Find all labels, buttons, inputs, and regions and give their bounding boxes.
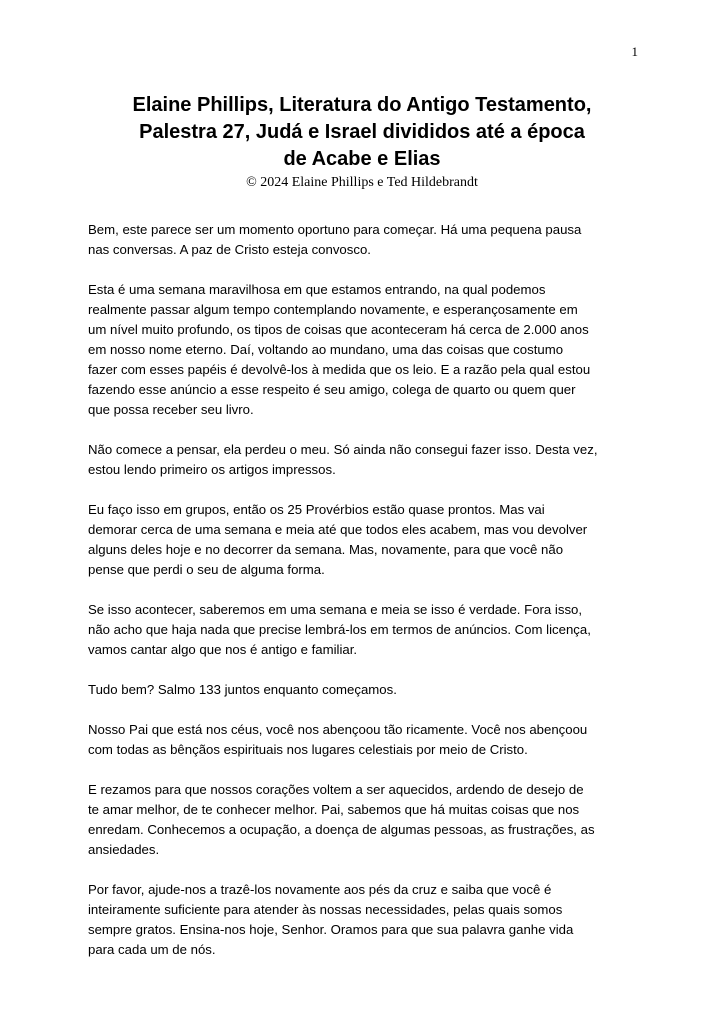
text-line: estou lendo primeiro os artigos impressos.: [88, 462, 336, 477]
copyright-notice: © 2024 Elaine Phillips e Ted Hildebrandt: [246, 175, 478, 190]
text-line: fazer com esses papéis é devolvê-los à medida que os leio. E a razão pela qual estou: [88, 362, 591, 377]
paragraph: [88, 280, 648, 420]
text-line: sempre gratos. Ensina-nos hoje, Senhor. Oramos para que sua palavra ganhe vida: [88, 922, 574, 937]
document-title: [60, 92, 664, 192]
document-body: [88, 220, 648, 980]
text-line: Bem, este parece ser um momento oportuno para começar. Há uma pequena pausa: [88, 222, 582, 237]
text-line: nas conversas. A paz de Cristo esteja convosco.: [88, 242, 371, 257]
paragraph: [88, 600, 648, 660]
text-line: em nosso nome eterno. Daí, voltando ao mundano, uma das coisas que costumo: [88, 342, 564, 357]
text-line: realmente passar algum tempo contemplando novamente, e esperançosamente em: [88, 302, 578, 317]
text-line: te amar melhor, de te conhecer melhor. Pai, sabemos que há muitas coisas que nos: [88, 802, 580, 817]
text-line: Se isso acontecer, saberemos em uma semana e meia se isso é verdade. Fora isso,: [88, 602, 583, 617]
text-line: demorar cerca de uma semana e meia até que todos eles acabem, mas vou devolver: [88, 522, 588, 537]
text-line: não acho que haja nada que precise lembrá-los em termos de anúncios. Com licença,: [88, 622, 591, 637]
text-line: enredam. Conhecemos a ocupação, a doença de algumas pessoas, as frustrações, as: [88, 822, 595, 837]
text-line: fazendo esse anúncio a esse respeito é seu amigo, colega de quarto ou quem quer: [88, 382, 576, 397]
title-line: Palestra 27, Judá e Israel divididos até a época: [139, 121, 585, 143]
text-line: Tudo bem? Salmo 133 juntos enquanto começamos.: [88, 682, 397, 697]
page-number: 1: [631, 44, 638, 59]
paragraph: [88, 680, 648, 700]
paragraph: [88, 220, 648, 260]
text-line: pense que perdi o seu de alguma forma.: [88, 562, 325, 577]
text-line: vamos cantar algo que nos é antigo e familiar.: [88, 642, 358, 657]
text-line: inteiramente suficiente para atender às nossas necessidades, pelas quais somos: [88, 902, 563, 917]
paragraph: [88, 500, 648, 580]
text-line: alguns deles hoje e no decorrer da semana. Mas, novamente, para que você não: [88, 542, 564, 557]
text-line: Nosso Pai que está nos céus, você nos abençoou tão ricamente. Você nos abençoou: [88, 722, 588, 737]
text-line: ansiedades.: [88, 842, 160, 857]
text-line: Esta é uma semana maravilhosa em que estamos entrando, na qual podemos: [88, 282, 546, 297]
text-line: Não comece a pensar, ela perdeu o meu. Só ainda não consegui fazer isso. Desta vez,: [88, 442, 598, 457]
text-line: E rezamos para que nossos corações voltem a ser aquecidos, ardendo de desejo de: [88, 782, 584, 797]
text-line: um nível muito profundo, os tipos de coisas que aconteceram há cerca de 2.000 anos: [88, 322, 589, 337]
text-line: Eu faço isso em grupos, então os 25 Provérbios estão quase prontos. Mas vai: [88, 502, 545, 517]
paragraph: [88, 880, 648, 960]
text-line: com todas as bênçãos espirituais nos lugares celestiais por meio de Cristo.: [88, 742, 528, 757]
paragraph: [88, 720, 648, 760]
text-line: para cada um de nós.: [88, 942, 216, 957]
title-line: Elaine Phillips, Literatura do Antigo Testamento,: [132, 94, 592, 116]
title-line: de Acabe e Elias: [283, 148, 441, 170]
text-line: Por favor, ajude-nos a trazê-los novamente aos pés da cruz e saiba que você é: [88, 882, 552, 897]
text-line: que possa receber seu livro.: [88, 402, 254, 417]
paragraph: [88, 780, 648, 860]
paragraph: [88, 440, 648, 480]
